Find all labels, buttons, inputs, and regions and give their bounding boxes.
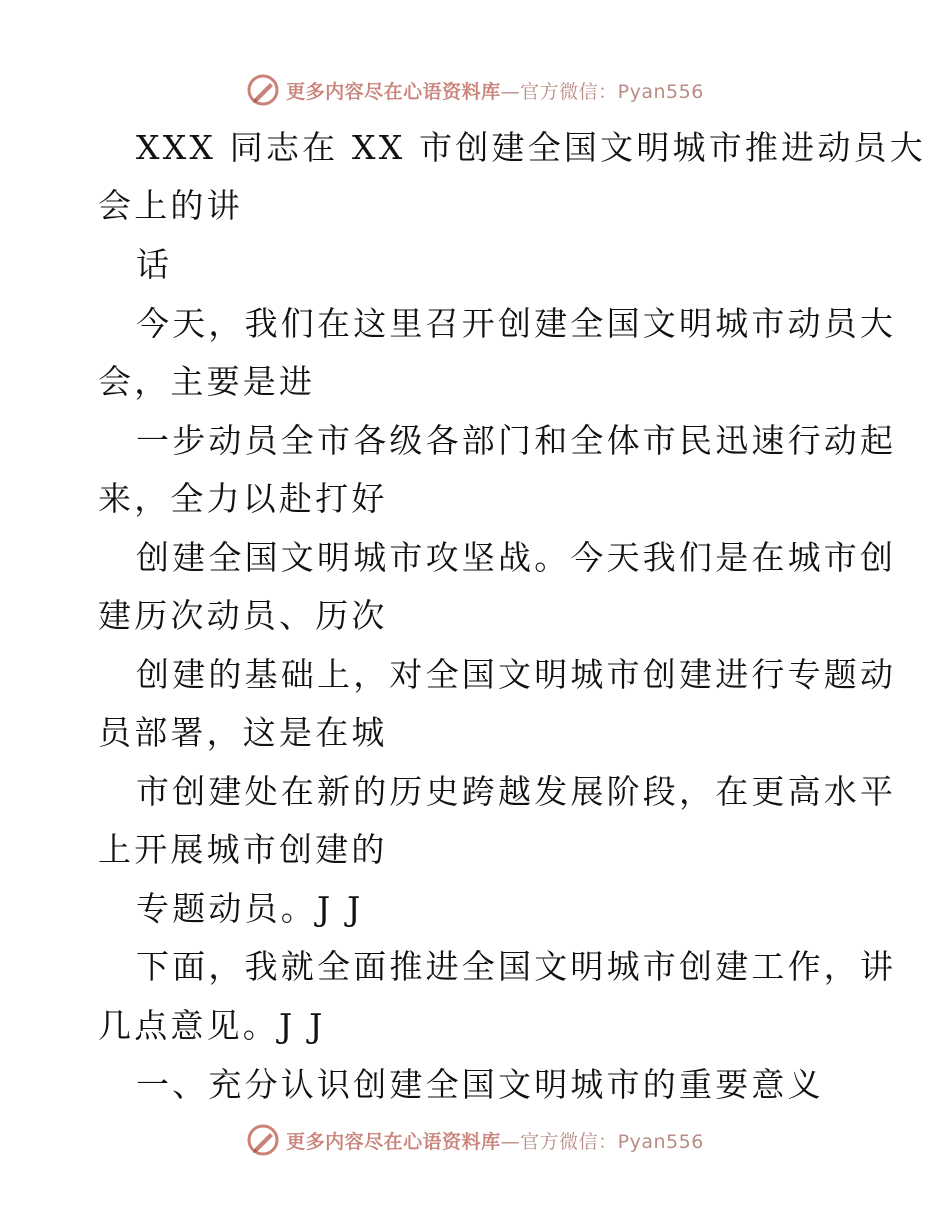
paragraph-line: 员部署，这是在城 xyxy=(98,713,388,752)
pen-logo-icon xyxy=(246,1123,280,1157)
watermark-rest: —官方微信：Pyan556 xyxy=(500,1130,704,1153)
paragraph-line: 专题动员。J J xyxy=(136,889,364,928)
pen-logo-icon xyxy=(246,73,280,107)
paragraph-line: 今天，我们在这里召开创建全国文明城市动员大 xyxy=(136,304,897,343)
paragraph-line: 市创建处在新的历史跨越发展阶段，在更高水平 xyxy=(136,772,897,811)
section-heading: 一、充分认识创建全国文明城市的重要意义 xyxy=(136,1065,824,1104)
watermark-rest: —官方微信：Pyan556 xyxy=(500,80,704,103)
paragraph-line: 一步动员全市各级各部门和全体市民迅速行动起 xyxy=(136,421,897,460)
paragraph-line: 上开展城市创建的 xyxy=(98,830,388,869)
paragraph-line: 会，主要是进 xyxy=(98,362,316,401)
watermark-footer xyxy=(0,1120,950,1160)
paragraph-line: 来，全力以赴打好 xyxy=(98,479,388,518)
watermark-main: 更多内容尽在心语资料库 xyxy=(286,80,501,103)
watermark-main: 更多内容尽在心语资料库 xyxy=(286,1130,501,1153)
watermark-text xyxy=(286,1127,704,1154)
paragraph-line: 创建全国文明城市攻坚战。今天我们是在城市创 xyxy=(136,538,897,577)
title-line-2: 会上的讲 xyxy=(98,186,243,225)
paragraph-line: 下面，我就全面推进全国文明城市创建工作，讲 xyxy=(136,947,897,986)
paragraph-line: 建历次动员、历次 xyxy=(98,596,388,635)
title-line-3: 话 xyxy=(136,245,173,284)
watermark-text xyxy=(286,77,704,104)
paragraph-line: 创建的基础上，对全国文明城市创建进行专题动 xyxy=(136,655,897,694)
title-line-1: XXX 同志在 XX 市创建全国文明城市推进动员大 xyxy=(136,128,926,167)
watermark-header xyxy=(0,70,950,110)
paragraph-line: 几点意见。J J xyxy=(98,1006,326,1045)
